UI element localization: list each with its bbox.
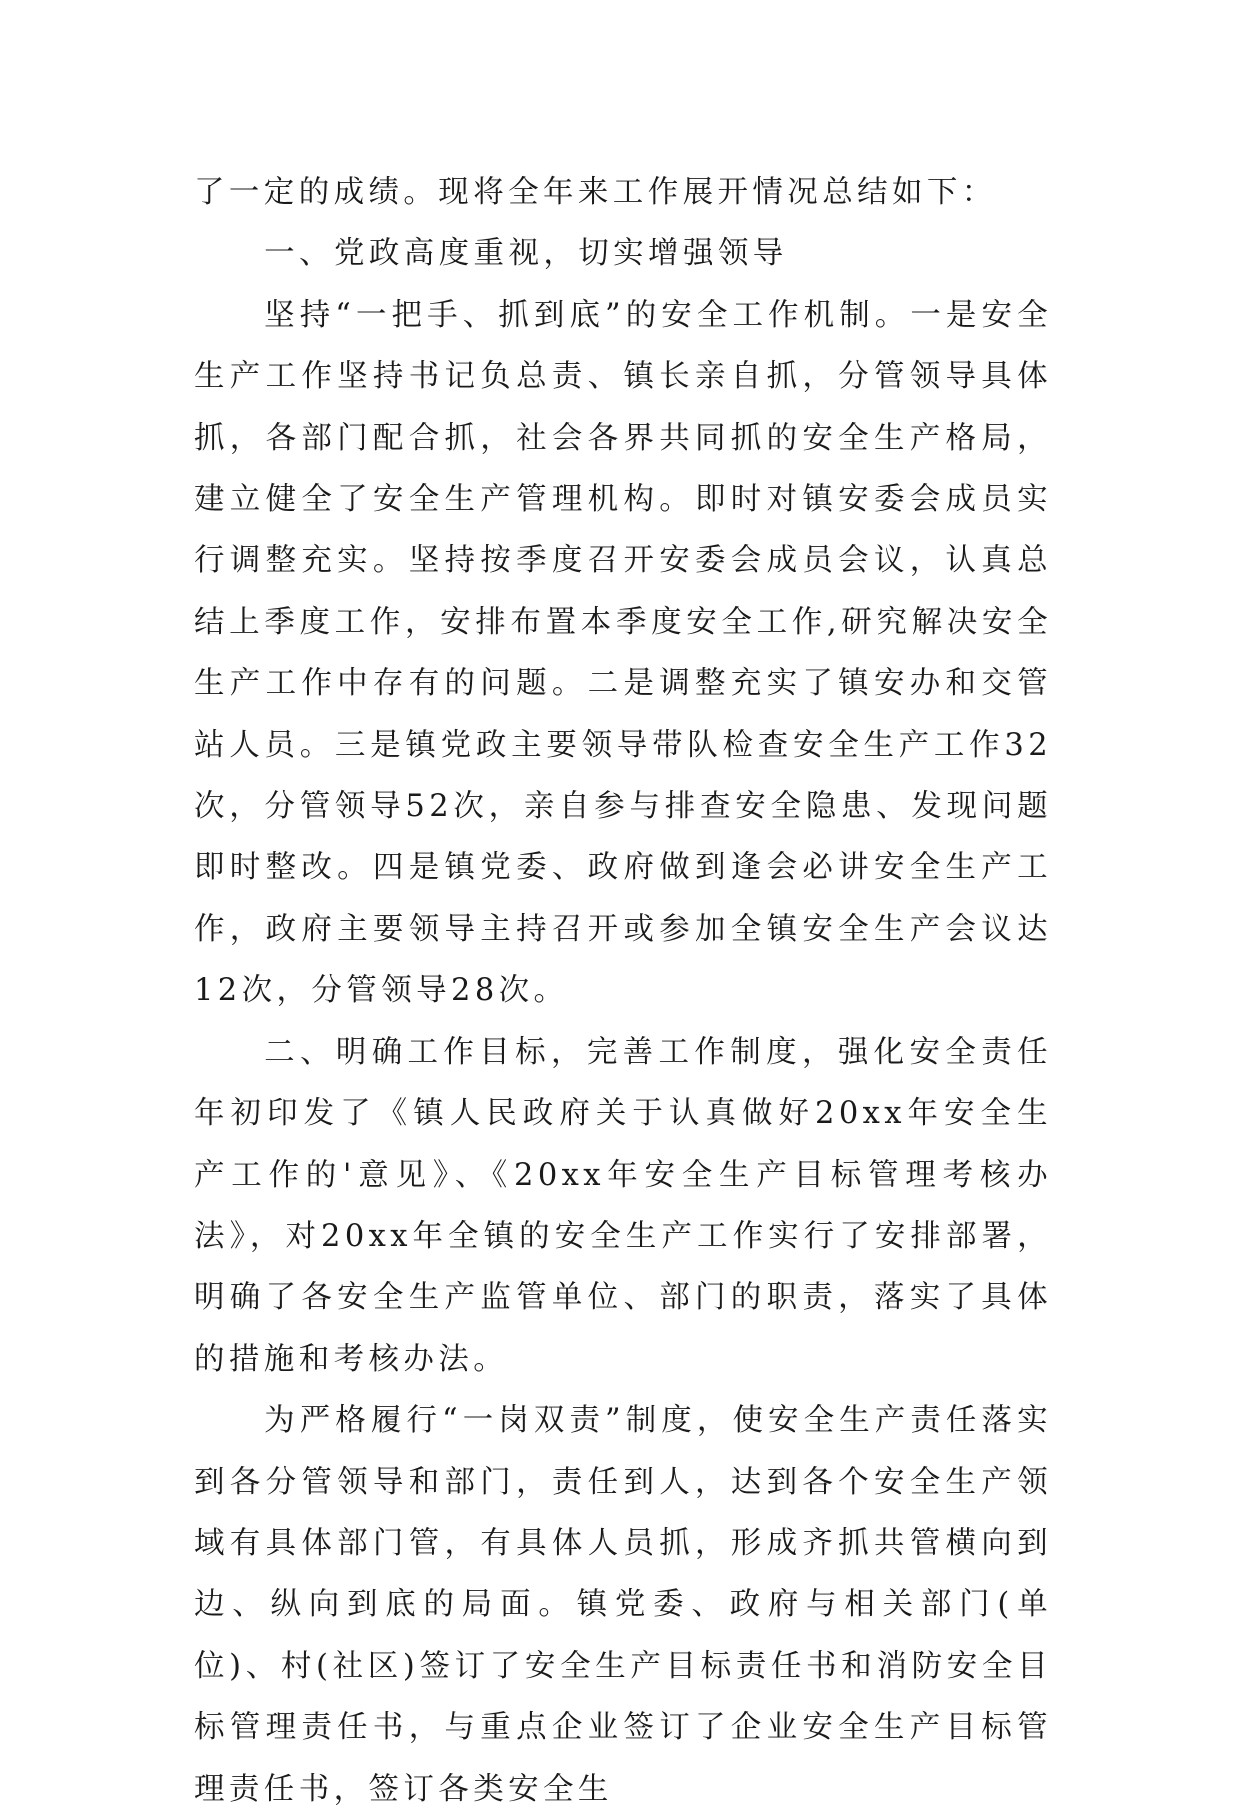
- section-heading-2-paragraph: 二、明确工作目标，完善工作制度，强化安全责任年初印发了《镇人民政府关于认真做好20xx年安全生产工作的'意见》、《20xx年安全生产目标管理考核办法》，对20xx年全镇的安全生产工作实行了安排部署，明确了各安全生产监管单位、部门的职责，落实了具体的措施和考核办法。: [194, 1034, 1052, 1377]
- paragraph-intro-continuation: 了一定的成绩。现将全年来工作展开情况总结如下：: [194, 175, 997, 210]
- document-body: [194, 162, 1052, 1820]
- paragraph-responsibility: 为严格履行“一岗双责”制度，使安全生产责任落实到各分管领导和部门，责任到人，达到各个安全生产领域有具体部门管，有具体人员抓，形成齐抓共管横向到边、纵向到底的局面。镇党委、政府与相关部门(单位)、村(社区)签订了安全生产目标责任书和消防安全目标管理责任书，与重点企业签订了企业安全生产目标管理责任书，签订各类安全生: [194, 1403, 1052, 1807]
- paragraph-leadership: 坚持“一把手、抓到底”的安全工作机制。一是安全生产工作坚持书记负总责、镇长亲自抓，分管领导具体抓，各部门配合抓，社会各界共同抓的安全生产格局，建立健全了安全生产管理机构。即时对镇安委会成员实行调整充实。坚持按季度召开安委会成员会议，认真总结上季度工作，安排布置本季度安全工作,研究解决安全生产工作中存有的问题。二是调整充实了镇安办和交管站人员。三是镇党政主要领导带队检查安全生产工作32次，分管领导52次，亲自参与排查安全隐患、发现问题即时整改。四是镇党委、政府做到逢会必讲安全生产工作，政府主要领导主持召开或参加全镇安全生产会议达12次，分管领导28次。: [194, 297, 1052, 1009]
- section-heading-1: 一、党政高度重视，切实增强领导: [264, 236, 788, 272]
